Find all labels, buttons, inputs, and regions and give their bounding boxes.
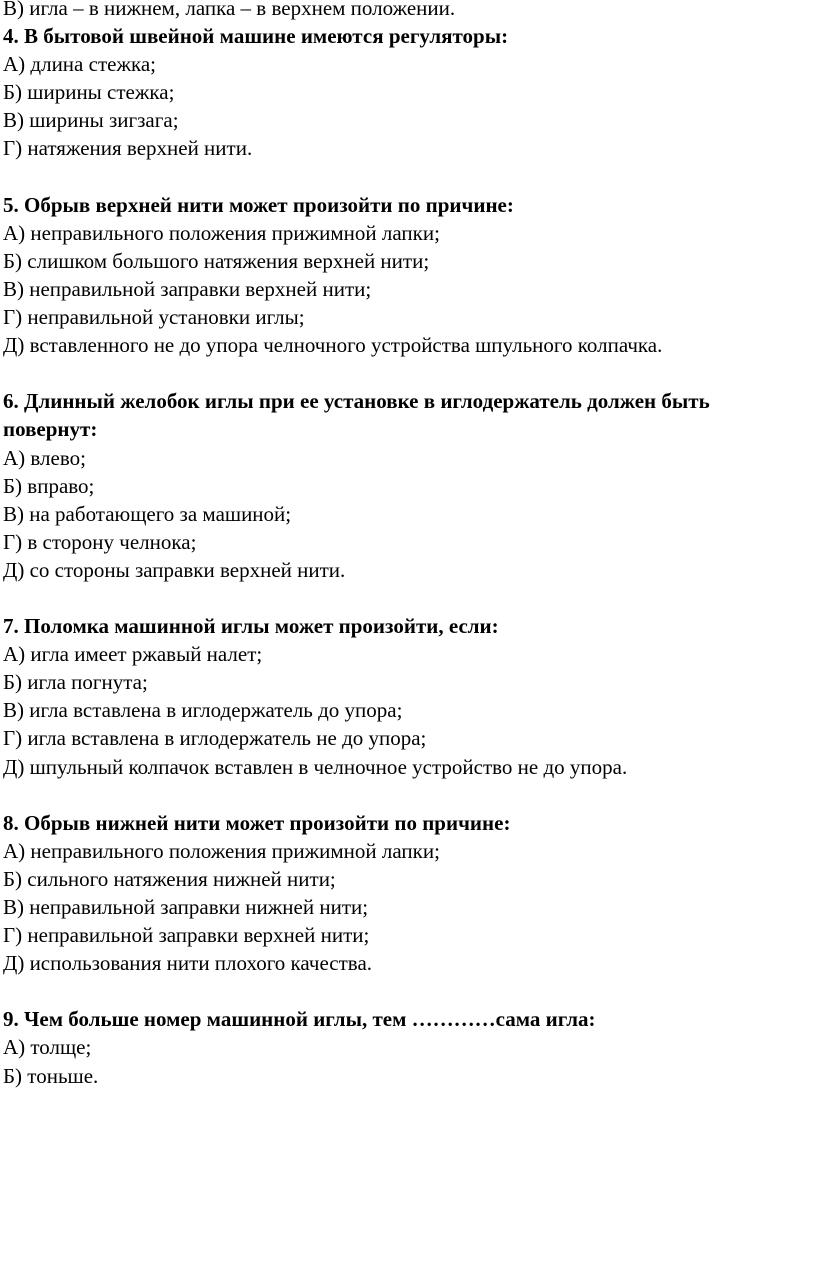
answer-option: Д) вставленного не до упора челночного устройства шпульного колпачка. xyxy=(3,333,663,358)
question-block xyxy=(3,612,816,781)
question-title: 5. Обрыв верхней нити может произойти по причине: xyxy=(3,192,514,217)
answer-option: Д) со стороны заправки верхней нити. xyxy=(3,557,346,582)
question-block xyxy=(3,809,816,978)
answer-option: Б) игла погнута; xyxy=(3,670,148,695)
question-block xyxy=(3,22,816,162)
answer-option: Г) неправильной установки иглы; xyxy=(3,305,305,330)
answer-option: В) на работающего за машиной; xyxy=(3,501,292,526)
question-title: 7. Поломка машинной иглы может произойти, если: xyxy=(3,614,499,639)
question-block xyxy=(3,387,816,584)
answer-option: Б) тоньше. xyxy=(3,1063,99,1088)
answer-option: В) ширины зигзага; xyxy=(3,108,179,133)
question-title: 8. Обрыв нижней нити может произойти по причине: xyxy=(3,810,511,835)
answer-option: Г) неправильной заправки верхней нити; xyxy=(3,923,370,948)
answer-option: Б) сильного натяжения нижней нити; xyxy=(3,866,336,891)
answer-option: А) толще; xyxy=(3,1035,92,1060)
answer-option: В) игла вставлена в иглодержатель до упора; xyxy=(3,698,403,723)
answer-option: В) неправильной заправки верхней нити; xyxy=(3,276,372,301)
question-block xyxy=(3,191,816,360)
blank-line xyxy=(3,584,816,612)
answer-option: А) влево; xyxy=(3,445,86,470)
blank-line xyxy=(3,977,816,1005)
answer-option: А) неправильного положения прижимной лапки; xyxy=(3,220,440,245)
answer-option: А) неправильного положения прижимной лапки; xyxy=(3,838,440,863)
question-block xyxy=(3,1005,816,1089)
answer-option: А) игла имеет ржавый налет; xyxy=(3,642,263,667)
answer-option: Г) игла вставлена в иглодержатель не до упора; xyxy=(3,726,427,751)
blank-line xyxy=(3,359,816,387)
question-title: 4. В бытовой швейной машине имеются регуляторы: xyxy=(3,24,509,49)
answer-option: Б) слишком большого натяжения верхней нити; xyxy=(3,248,430,273)
blank-line xyxy=(3,163,816,191)
answer-option: Б) ширины стежка; xyxy=(3,80,175,105)
answer-option: Г) натяжения верхней нити. xyxy=(3,136,253,161)
answer-option: В) неправильной заправки нижней нити; xyxy=(3,895,369,919)
question-title: 6. Длинный желобок иглы при ее установке в иглодержатель должен быть повернут: xyxy=(3,389,710,442)
answer-option: Д) использования нити плохого качества. xyxy=(3,951,373,976)
answer-option: Г) в сторону челнока; xyxy=(3,529,197,554)
answer-option: Д) шпульный колпачок вставлен в челночное устройство не до упора. xyxy=(3,754,628,779)
blank-line xyxy=(3,781,816,809)
intro-option: В) игла – в нижнем, лапка – в верхнем положении. xyxy=(3,0,456,20)
answer-option: А) длина стежка; xyxy=(3,52,156,77)
answer-option: Б) вправо; xyxy=(3,473,95,498)
question-title: 9. Чем больше номер машинной иглы, тем …………сама игла: xyxy=(3,1007,596,1032)
